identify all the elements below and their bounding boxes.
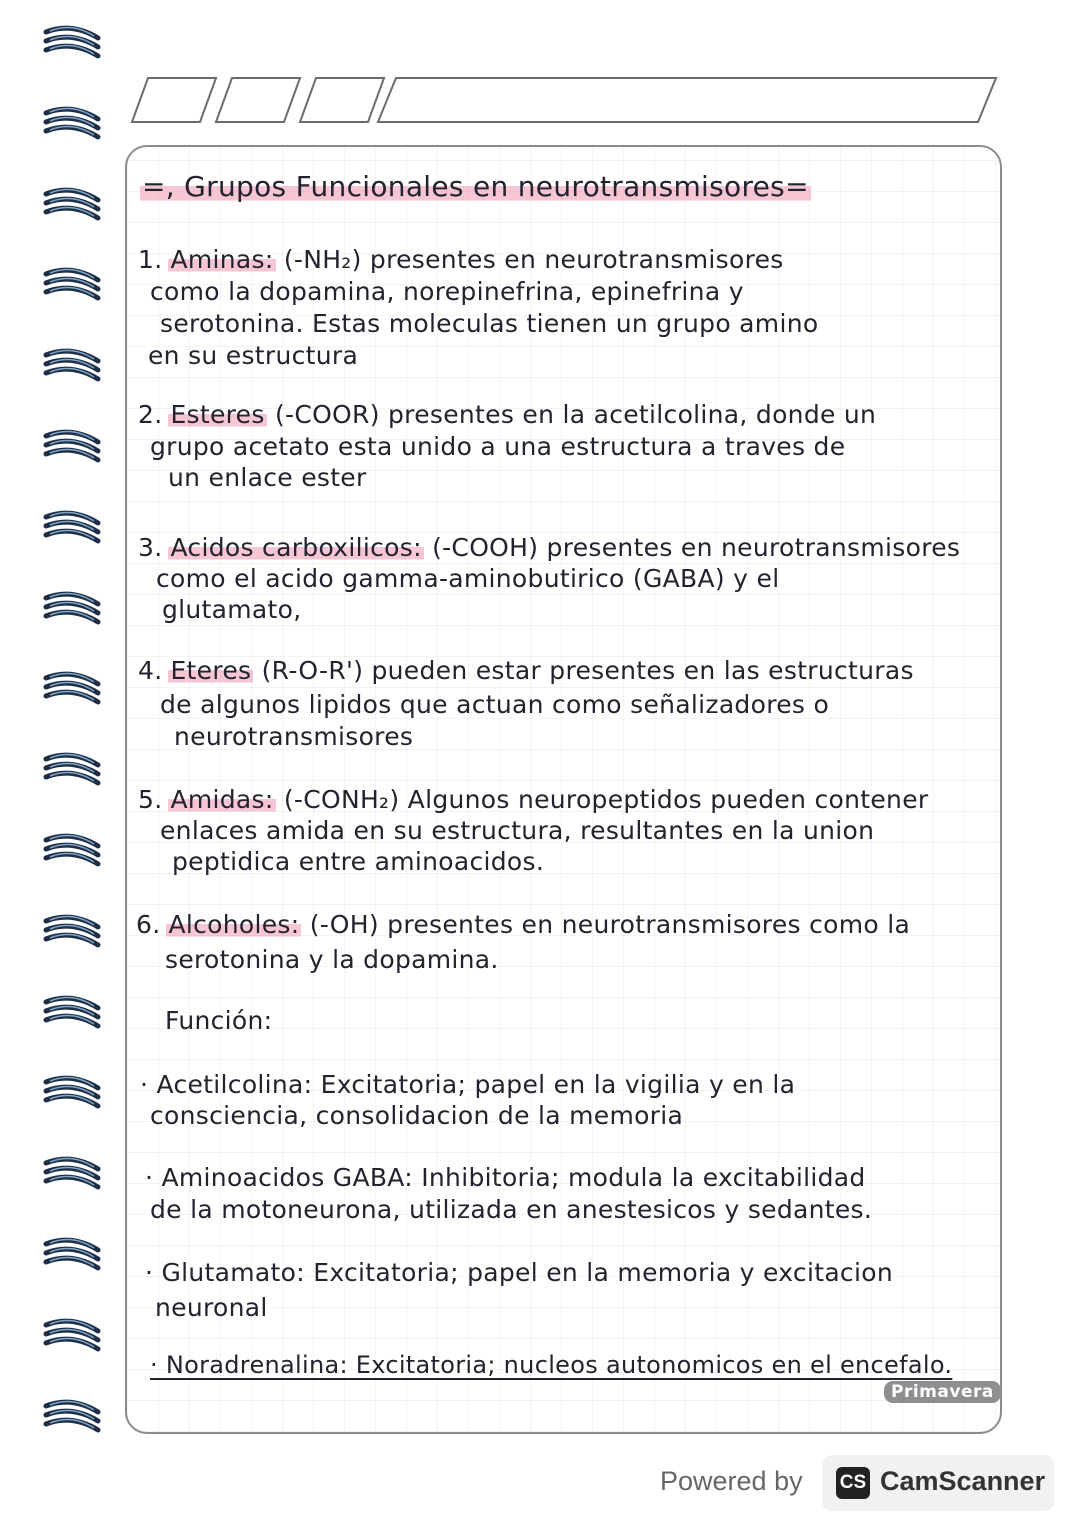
- list-item-eteres: [138, 656, 914, 686]
- item-number: 2.: [138, 400, 163, 429]
- function-heading: Función:: [165, 1006, 273, 1035]
- item-text: (-CONH₂) Algunos neuropeptidos pueden contener: [283, 785, 929, 814]
- item-term: Amidas:: [170, 785, 274, 814]
- item-line: un enlace ester: [168, 463, 367, 492]
- spiral-ring: [40, 1315, 104, 1359]
- spiral-ring: [40, 103, 104, 147]
- list-item-esteres: [138, 400, 876, 430]
- spiral-ring: [40, 22, 104, 66]
- spiral-ring: [40, 1153, 104, 1197]
- page-title-text: =, Grupos Funcionales en neurotransmisores=: [142, 170, 809, 203]
- item-line: enlaces amida en su estructura, resultantes en la union: [160, 816, 875, 845]
- camscanner-icon: CS: [836, 1467, 870, 1499]
- item-number: 6.: [136, 910, 161, 939]
- item-term: Aminas:: [170, 245, 274, 274]
- spiral-ring: [40, 1072, 104, 1116]
- page-title: [140, 170, 811, 204]
- item-line: como el acido gamma-aminobutirico (GABA) y el: [156, 564, 780, 593]
- item-line: en su estructura: [148, 341, 359, 370]
- item-term: Esteres: [170, 400, 265, 429]
- spiral-ring: [40, 264, 104, 308]
- function-item-gaba: · Aminoacidos GABA: Inhibitoria; modula la excitabilidad: [145, 1163, 866, 1192]
- item-line: como la dopamina, norepinefrina, epinefrina y: [150, 277, 744, 306]
- spiral-ring: [40, 345, 104, 389]
- function-item-glutamato: · Glutamato: Excitatoria; papel en la memoria y excitacion: [145, 1258, 893, 1287]
- camscanner-name: CamScanner: [880, 1466, 1046, 1496]
- function-item-line: consciencia, consolidacion de la memoria: [150, 1101, 684, 1130]
- function-item-line: de la motoneurona, utilizada en anestesicos y sedantes.: [150, 1195, 873, 1224]
- spiral-ring: [40, 507, 104, 551]
- spiral-ring: [40, 911, 104, 955]
- item-line: de algunos lipidos que actuan como señalizadores o: [160, 690, 830, 719]
- spiral-ring: [40, 992, 104, 1036]
- item-line: peptidica entre aminoacidos.: [172, 847, 545, 876]
- powered-by-label: Powered by: [660, 1466, 803, 1496]
- function-item-noradrenalina: · Noradrenalina: Excitatoria; nucleos autonomicos en el encefalo.: [150, 1351, 953, 1379]
- item-term: Alcoholes:: [168, 910, 300, 939]
- header-box-1: [132, 78, 216, 122]
- item-line: glutamato,: [162, 595, 302, 624]
- item-number: 4.: [138, 656, 163, 685]
- item-line: serotonina y la dopamina.: [165, 945, 499, 974]
- item-text: (-COOH) presentes en neurotransmisores: [432, 533, 961, 562]
- header-boxes: [120, 72, 1010, 128]
- item-line: serotonina. Estas moleculas tienen un grupo amino: [160, 309, 819, 338]
- spiral-ring: [40, 1396, 104, 1440]
- header-box-2: [216, 78, 300, 122]
- spiral-ring: [40, 668, 104, 712]
- spiral-ring: [40, 830, 104, 874]
- item-line: neurotransmisores: [174, 722, 414, 751]
- list-item-amidas: [138, 785, 928, 815]
- spiral-ring: [40, 588, 104, 632]
- item-number: 1.: [138, 245, 163, 274]
- list-item-alcoholes: [136, 910, 910, 940]
- item-line: grupo acetato esta unido a una estructura a traves de: [150, 432, 846, 461]
- item-text: (-COOR) presentes en la acetilcolina, donde un: [274, 400, 877, 429]
- spiral-ring: [40, 1234, 104, 1278]
- item-text: (-OH) presentes en neurotransmisores como la: [309, 910, 911, 939]
- header-box-4: [378, 78, 996, 122]
- function-item-line: neuronal: [155, 1293, 268, 1322]
- spiral-ring: [40, 184, 104, 228]
- item-term: Eteres: [170, 656, 252, 685]
- function-item-acetilcolina: · Acetilcolina: Excitatoria; papel en la vigilia y en la: [140, 1070, 796, 1099]
- item-text: (R-O-R') pueden estar presentes en las estructuras: [261, 656, 914, 685]
- item-text: (-NH₂) presentes en neurotransmisores: [283, 245, 784, 274]
- item-term: Acidos carboxilicos:: [170, 533, 422, 562]
- item-number: 3.: [138, 533, 163, 562]
- item-number: 5.: [138, 785, 163, 814]
- list-item-acidos: [138, 533, 960, 563]
- list-item-aminas: [138, 245, 784, 275]
- spiral-ring: [40, 426, 104, 470]
- notebook-brand-logo: Primavera: [884, 1381, 1001, 1403]
- header-box-3: [300, 78, 384, 122]
- spiral-ring: [40, 749, 104, 793]
